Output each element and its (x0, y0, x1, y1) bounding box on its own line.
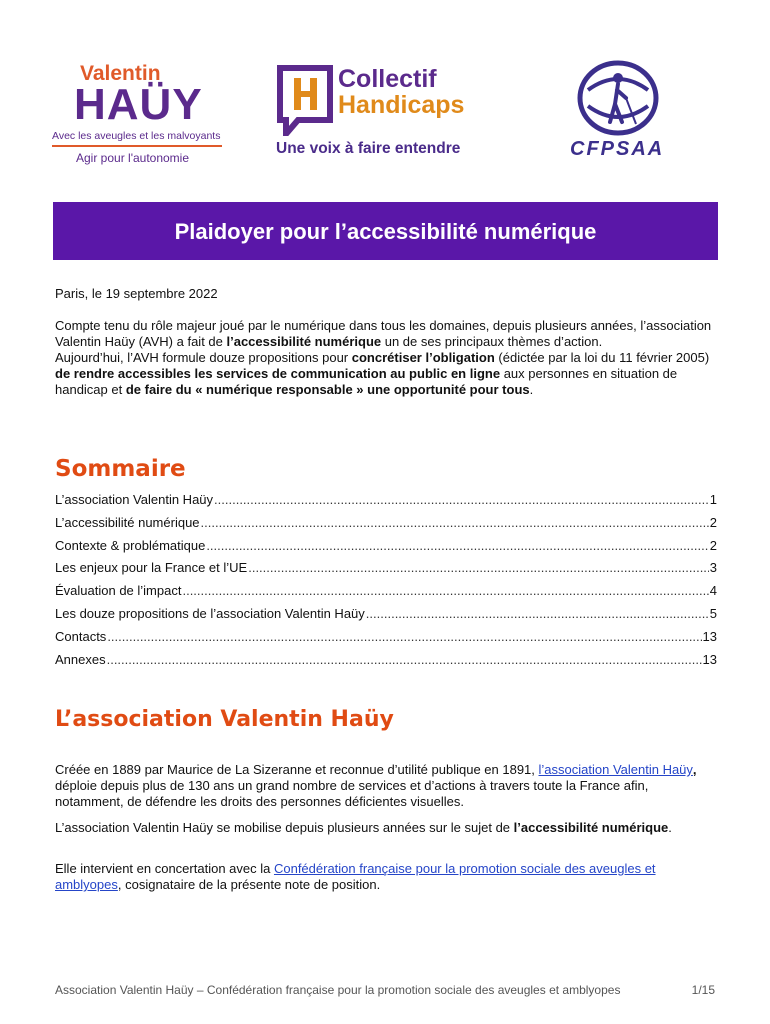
toc-entry-page: 5 (709, 605, 717, 621)
toc-leader (182, 583, 708, 599)
collectif-logo-line2: Handicaps (338, 91, 465, 119)
avh-section-heading: L’association Valentin Haüy (55, 707, 394, 732)
toc-leader (107, 629, 701, 645)
collectif-logo-line1: Collectif (338, 65, 437, 93)
avh-logo-tagline: Avec les aveugles et les malvoyants (52, 130, 221, 142)
toc-entry-label: Contacts (55, 628, 107, 644)
toc-entry[interactable] (55, 515, 717, 538)
toc-entry[interactable] (55, 583, 717, 606)
toc-entry-page: 3 (709, 560, 717, 576)
eye-walker-icon (568, 60, 668, 136)
toc-entry-label: Contexte & problématique (55, 537, 206, 553)
avh-p1a: Créée en 1889 par Maurice de La Sizeranne et reconnue d’utilité publique en 1891, (55, 762, 539, 777)
toc-entry-page: 2 (709, 537, 717, 553)
toc-entry-label: Les douze propositions de l’association Valentin Haüy (55, 605, 365, 621)
toc-leader (366, 606, 709, 622)
cfpsaa-link[interactable]: Confédération française pour la promotion sociale des aveugles et amblyopes (55, 861, 656, 892)
toc-entry-label: Évaluation de l’impact (55, 583, 182, 599)
toc-entry[interactable] (55, 652, 717, 675)
avh-p1c: déploie depuis plus de 130 ans un grand nombre de services et d’actions à travers toute la France afin, notamment, de défendre les droits des personnes déficientes visuelles. (55, 778, 649, 809)
intro-p2a: Aujourd’hui, l’AVH formule douze propositions pour (55, 350, 352, 365)
toc-leader (248, 560, 709, 576)
toc-entry-label: L’association Valentin Haüy (55, 492, 214, 507)
intro-text (55, 318, 717, 398)
avh-p3b: , cosignataire de la présente note de position. (117, 877, 381, 892)
toc-leader (206, 538, 708, 554)
toc-entry[interactable] (55, 629, 717, 652)
toc-leader (201, 515, 709, 531)
intro-p1b: l’accessibilité numérique (226, 334, 382, 349)
intro-p2e: aux personnes en situation de handicap et (55, 366, 678, 397)
toc-leader (107, 652, 702, 668)
avh-logo-line1: Valentin (80, 62, 161, 85)
table-of-contents (55, 492, 717, 674)
page-title: Plaidoyer pour l’accessibilité numérique (174, 219, 597, 244)
intro-p2d: de rendre accessibles les services de communication au public en ligne (55, 366, 501, 381)
toc-entry-page: 13 (702, 628, 717, 644)
toc-entry[interactable] (55, 492, 717, 515)
cfpsaa-logo-name: CFPSAA (570, 138, 665, 160)
avh-logo-rule (52, 145, 222, 147)
toc-entry-label: Les enjeux pour la France et l’UE (55, 560, 248, 576)
cfpsaa-logo (568, 60, 668, 160)
avh-logo-line2: HAÜY (74, 80, 203, 129)
avh-p3a: Elle intervient en concertation avec la (55, 861, 274, 876)
intro-p2b: concrétiser l’obligation (351, 350, 495, 365)
toc-entry[interactable] (55, 606, 717, 629)
avh-paragraph-1 (55, 762, 717, 810)
footer-text: Association Valentin Haüy – Confédération française pour la promotion sociale des aveugles et amblyopes (55, 983, 621, 997)
toc-entry-page: 13 (702, 651, 717, 667)
footer-page-number: 1/15 (691, 983, 715, 997)
avh-logo-subtag: Agir pour l'autonomie (76, 151, 190, 165)
avh-logo (52, 62, 227, 165)
avh-paragraph-3 (55, 861, 717, 893)
avh-link[interactable]: l’association Valentin Haüy (538, 762, 693, 777)
toc-entry-page: 1 (709, 492, 717, 507)
intro-p1c: un de ses principaux thèmes d’action. (381, 334, 603, 349)
avh-p2c: . (668, 820, 672, 835)
logo-row (0, 58, 770, 168)
intro-p2f: de faire du « numérique responsable » une opportunité pour tous (125, 382, 530, 397)
date-line: Paris, le 19 septembre 2022 (55, 286, 218, 301)
intro-p2g: . (529, 382, 534, 397)
toc-entry[interactable] (55, 538, 717, 561)
speech-bubble-h-icon (276, 64, 336, 136)
avh-p1b: , (692, 762, 697, 777)
page-footer (55, 983, 717, 997)
sommaire-heading: Sommaire (55, 456, 186, 482)
toc-leader (214, 492, 709, 508)
toc-entry[interactable] (55, 560, 717, 583)
avh-p2b: l’accessibilité numérique (513, 820, 669, 835)
toc-entry-label: Annexes (55, 651, 106, 667)
intro-p2c: (édictée par la loi du 11 février 2005) (494, 350, 710, 365)
title-banner (53, 202, 718, 260)
avh-p2a: L’association Valentin Haüy se mobilise depuis plusieurs années sur le sujet de (55, 820, 514, 835)
toc-entry-page: 4 (709, 583, 717, 599)
collectif-logo-slogan: Une voix à faire entendre (276, 140, 461, 157)
toc-entry-label: L’accessibilité numérique (55, 514, 200, 530)
toc-entry-page: 2 (709, 514, 717, 530)
intro-p1a: Compte tenu du rôle majeur joué par le numérique dans tous les domaines, depuis plusieurs années, l’association Valentin Haüy (AVH) a fait de (55, 318, 712, 349)
avh-paragraph-2 (55, 820, 717, 836)
